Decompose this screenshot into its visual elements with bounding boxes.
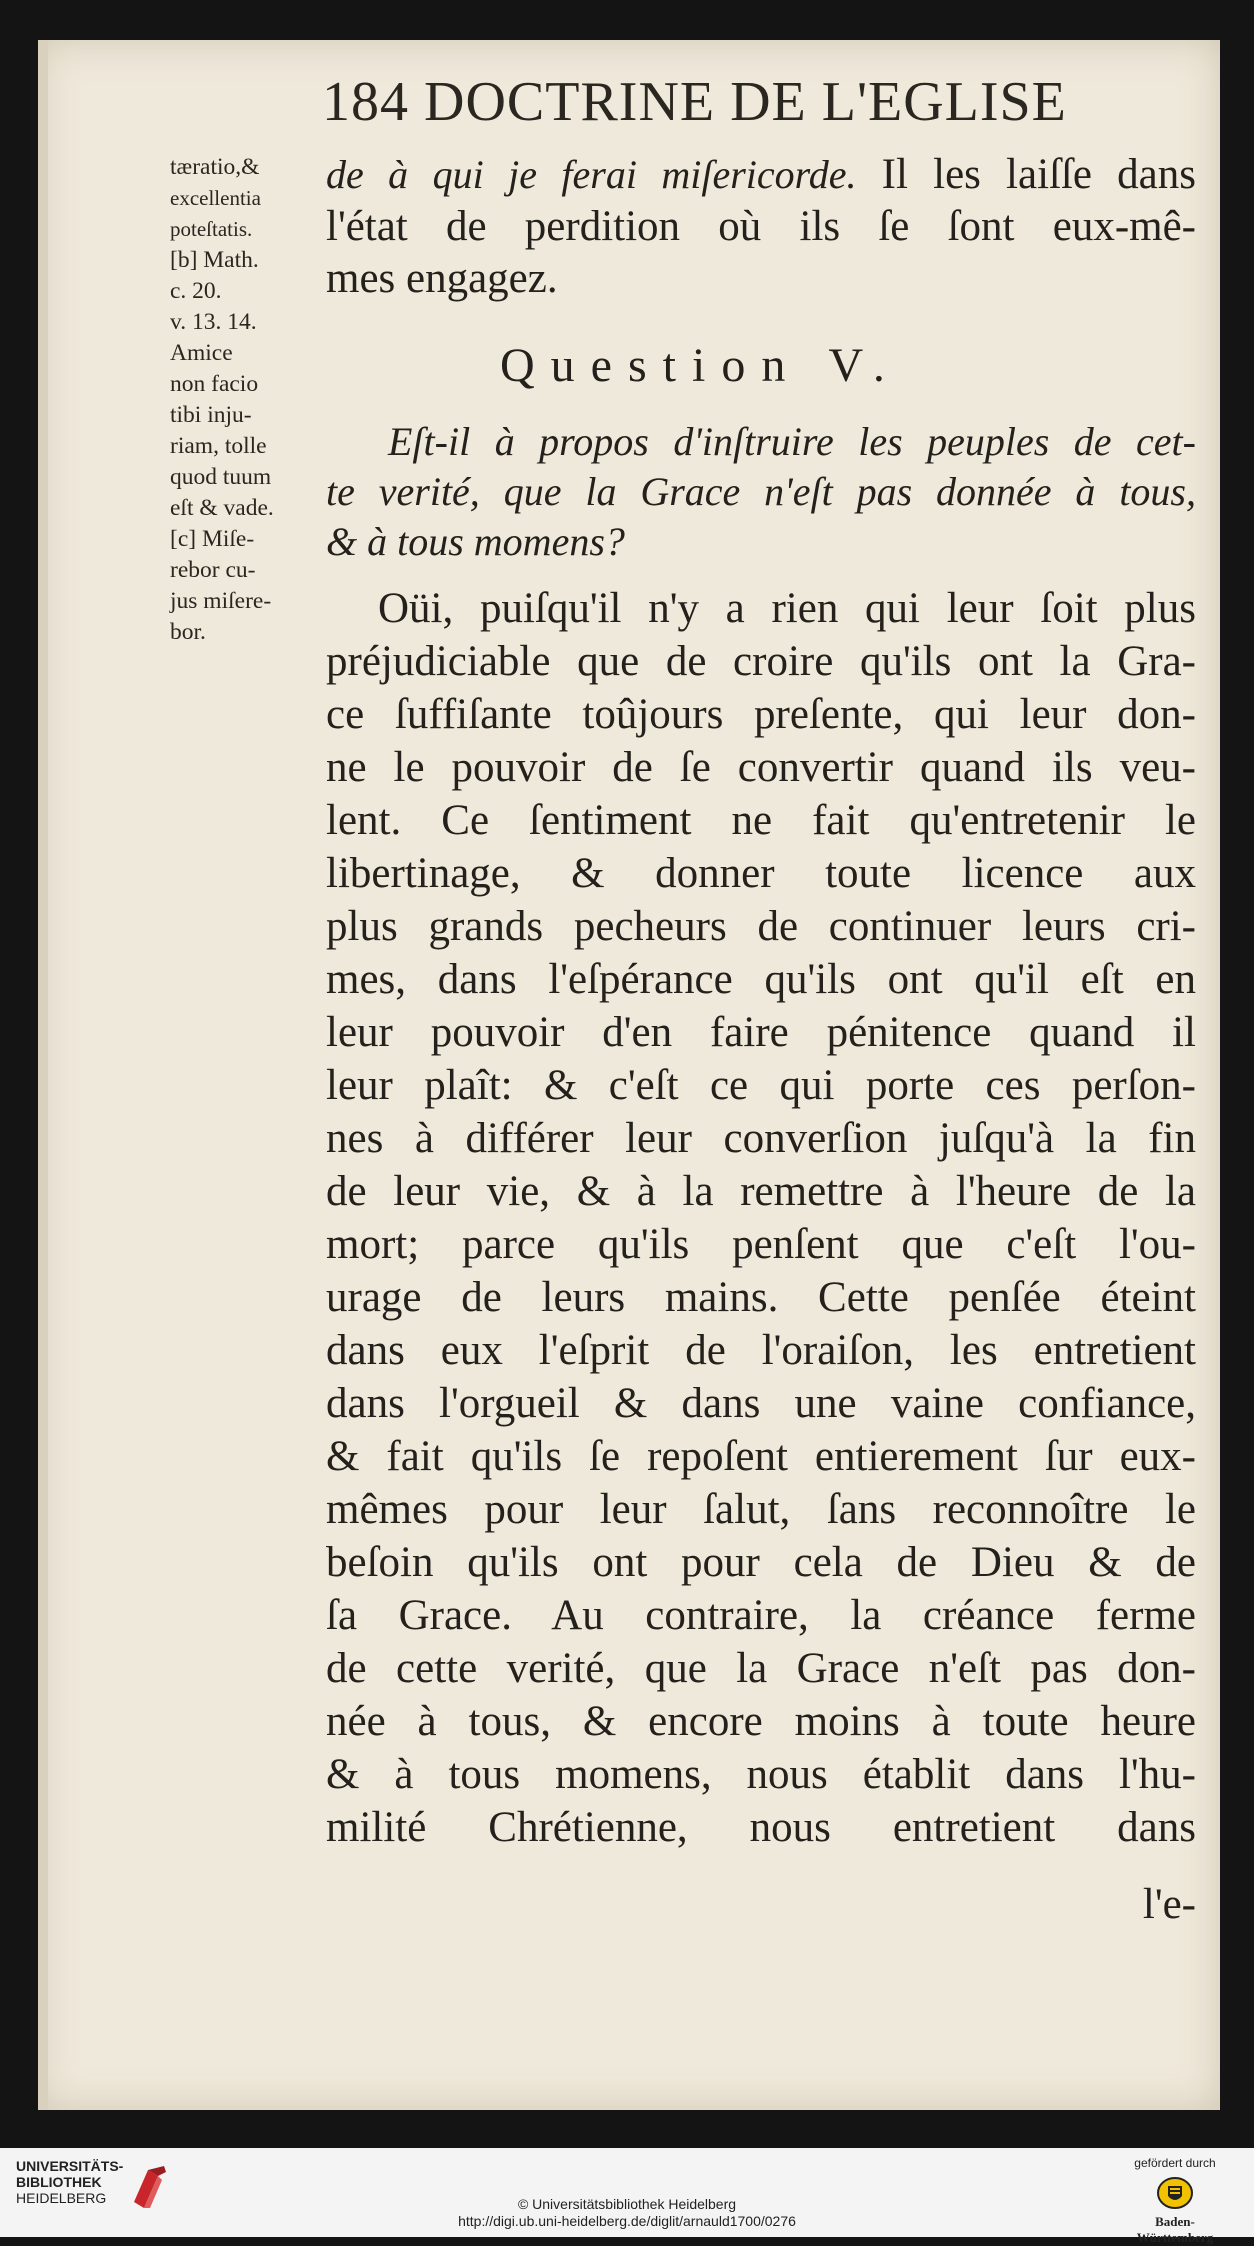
answer-line: mêmes pour leur ſalut, ſans reconnoître le (326, 1486, 1196, 1533)
text-line (326, 150, 1196, 199)
margin-note-line: v. 13. 14. (170, 309, 257, 335)
answer-line: de leur vie, & à la remettre à l'heure de la (326, 1168, 1196, 1215)
permalink[interactable]: http://digi.ub.uni-heidelberg.de/diglit/arnauld1700/0276 (458, 2213, 796, 2229)
roman-phrase: Il les laiſſe dans (856, 151, 1196, 198)
margin-note-line: poteſtatis. (170, 217, 253, 241)
answer-line: dans eux l'eſprit de l'oraiſon, les entretient (326, 1327, 1196, 1374)
copyright-block (0, 2196, 1254, 2230)
state-coat-of-arms-icon (1155, 2176, 1195, 2210)
library-name-line: UNIVERSITÄTS- (16, 2158, 124, 2174)
catchword: l'e- (1142, 1881, 1196, 1928)
answer-line: urage de leurs mains. Cette penſée éteint (326, 1274, 1196, 1321)
page-edge (38, 40, 48, 2110)
text-line: l'état de perdition où ils ſe ſont eux-mê- (326, 203, 1196, 250)
italic-phrase: de à qui je ferai miſericorde. (326, 152, 857, 197)
answer-line: & à tous momens, nous établit dans l'hu- (326, 1751, 1196, 1798)
answer-line: préjudiciable que de croire qu'ils ont la Gra- (326, 638, 1196, 685)
margin-note-line: tibi inju- (170, 402, 252, 428)
answer-line: mes, dans l'eſpérance qu'ils ont qu'il eſt en (326, 956, 1196, 1003)
funded-by-label: gefördert durch (1134, 2156, 1216, 2170)
question-line: Eſt-il à propos d'inſtruire les peuples de cet- (388, 419, 1196, 464)
funding-block (1120, 2156, 1230, 2246)
margin-note-line: c. 20. (170, 278, 222, 304)
answer-line: leur pouvoir d'en faire pénitence quand il (326, 1009, 1196, 1056)
answer-line: lent. Ce ſentiment ne fait qu'entretenir le (326, 797, 1196, 844)
margin-note-line: Amice (170, 340, 233, 366)
answer-line: Oüi, puiſqu'il n'y a rien qui leur ſoit plus (378, 585, 1196, 632)
answer-line: libertinage, & donner toute licence aux (326, 850, 1196, 897)
answer-line: ne le pouvoir de ſe convertir quand ils veu- (326, 744, 1196, 791)
library-name-line: BIBLIOTHEK (16, 2174, 102, 2190)
answer-line: beſoin qu'ils ont pour cela de Dieu & de (326, 1539, 1196, 1586)
margin-note-line: eſt & vade. (170, 495, 274, 521)
answer-line: milité Chrétienne, nous entretient dans (326, 1804, 1196, 1851)
margin-note-line: tæratio,& (170, 154, 260, 180)
answer-line: ſa Grace. Au contraire, la créance ferme (326, 1592, 1196, 1639)
margin-note-line: excellentia (170, 186, 261, 210)
margin-note-line: jus miſere- (170, 588, 272, 614)
question-title: Question V. (500, 339, 901, 392)
funder-name: Baden-Württemberg (1136, 2214, 1214, 2245)
footer-bar (0, 2148, 1254, 2245)
margin-note-line: non facio (170, 371, 259, 397)
margin-note-line: quod tuum (170, 464, 272, 490)
question-line: te verité, que la Grace n'eſt pas donnée à tous, (326, 469, 1196, 514)
margin-note-line: riam, tolle (170, 433, 267, 459)
text-line: mes engagez. (326, 255, 558, 302)
answer-line: dans l'orgueil & dans une vaine confiance, (326, 1380, 1196, 1427)
answer-line: & fait qu'ils ſe repoſent entierement ſur eux- (326, 1433, 1196, 1480)
answer-line: de cette verité, que la Grace n'eſt pas don- (326, 1645, 1196, 1692)
running-header: 184 DOCTRINE DE L'EGLISE (322, 71, 1067, 133)
copyright-text: © Universitätsbibliothek Heidelberg (517, 2196, 737, 2212)
margin-note-line: [c] Miſe- (170, 526, 255, 552)
library-name-line: HEIDELBERG (16, 2190, 107, 2206)
question-line: & à tous momens? (326, 519, 625, 564)
answer-line: leur plaît: & c'eſt ce qui porte ces perſon- (326, 1062, 1196, 1109)
margin-note-line: [b] Math. (170, 247, 259, 273)
answer-line: plus grands pecheurs de continuer leurs cri- (326, 903, 1196, 950)
margin-notes (170, 152, 328, 648)
margin-note-line: bor. (170, 619, 206, 645)
answer-line: mort; parce qu'ils penſent que c'eſt l'ou- (326, 1221, 1196, 1268)
margin-note-line: rebor cu- (170, 557, 256, 583)
answer-line: née à tous, & encore moins à toute heure (326, 1698, 1196, 1745)
answer-line: ce ſuffiſante toûjours preſente, qui leur don- (326, 691, 1196, 738)
answer-line: nes à différer leur converſion juſqu'à la fin (326, 1115, 1196, 1162)
